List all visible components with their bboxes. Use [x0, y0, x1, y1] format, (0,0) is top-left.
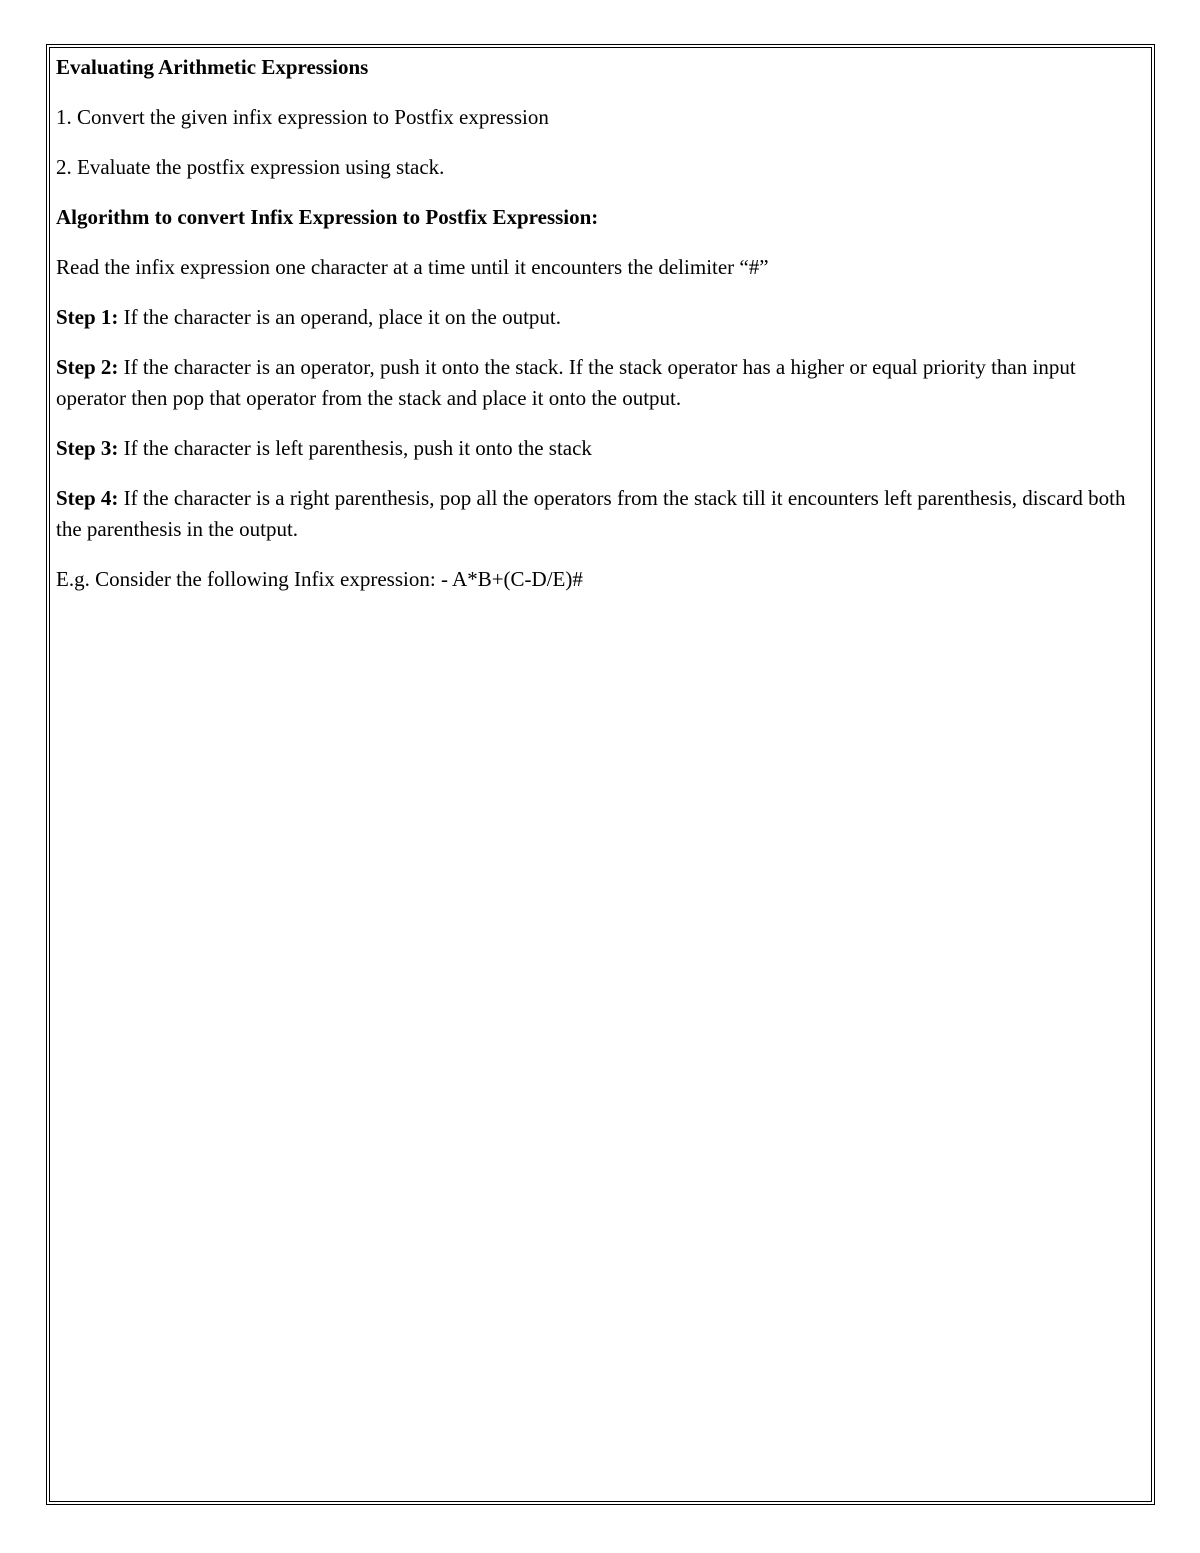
algorithm-heading: Algorithm to convert Infix Expression to Postfix Expression: [56, 205, 599, 229]
step-2-label: Step 2: [56, 355, 119, 379]
step-3 [56, 433, 1141, 464]
step-1 [56, 302, 1141, 333]
step-2 [56, 352, 1141, 414]
step-1-text: If the character is an operand, place it on the output. [118, 305, 561, 329]
step-1-label: Step 1: [56, 305, 119, 329]
step-4 [56, 483, 1141, 545]
example-text: E.g. Consider the following Infix expression: - A*B+(C-D/E)# [56, 567, 583, 591]
document-title: Evaluating Arithmetic Expressions [56, 55, 369, 79]
step-3-label: Step 3: [56, 436, 119, 460]
step-2-text: If the character is an operator, push it onto the stack. If the stack operator has a higher or equal priority than input operator then pop that operator from the stack and place it onto the output. [56, 355, 1076, 410]
intro-text: Read the infix expression one character at a time until it encounters the delimiter “#” [56, 255, 769, 279]
step-3-text: If the character is left parenthesis, push it onto the stack [118, 436, 592, 460]
step-4-text: If the character is a right parenthesis, pop all the operators from the stack till it encounters left parenthesis, discard both the parenthesis in the output. [56, 486, 1126, 541]
document-body [56, 52, 1141, 614]
step-4-label: Step 4: [56, 486, 119, 510]
list-item-2: 2. Evaluate the postfix expression using stack. [56, 155, 445, 179]
list-item-1: 1. Convert the given infix expression to Postfix expression [56, 105, 549, 129]
